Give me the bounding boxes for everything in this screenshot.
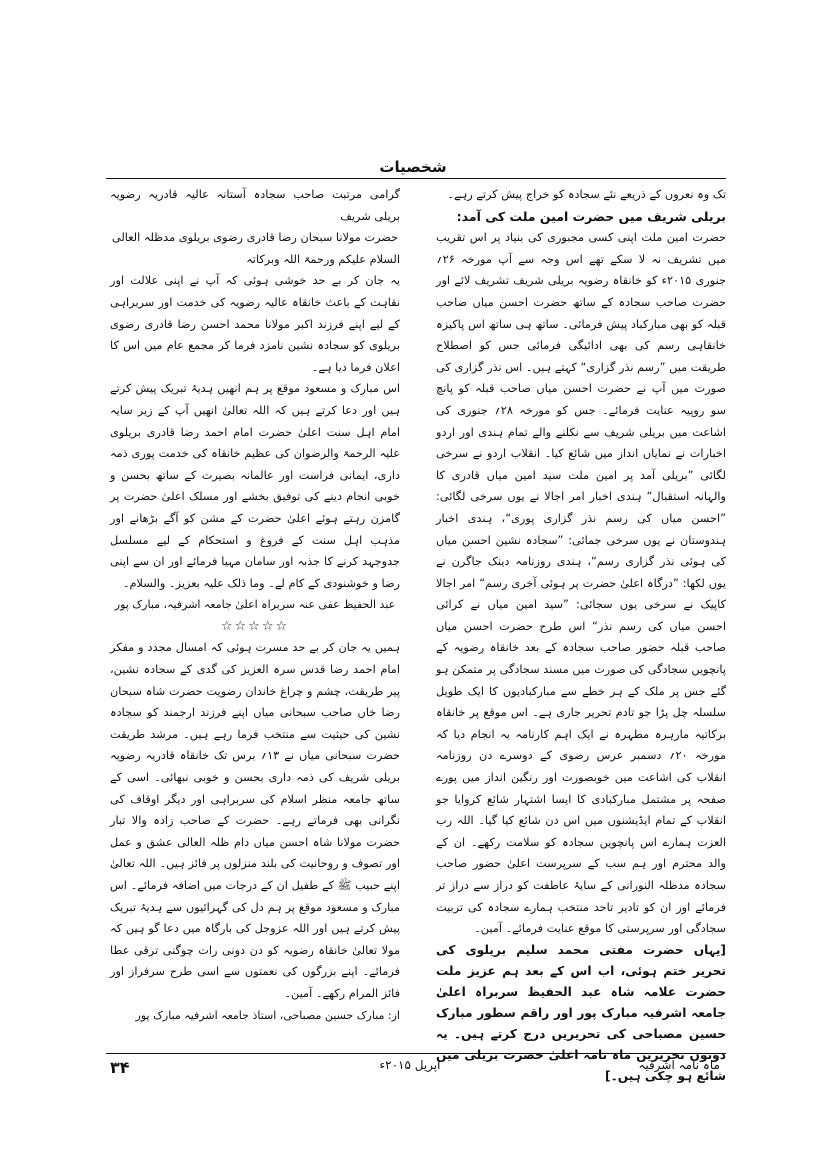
star-separator: ☆☆☆☆☆ bbox=[220, 618, 290, 634]
right-paragraph-1: تک وہ نعروں کے ذریعے نئے سجادہ کو خراج پیش کرتے رہے۔ bbox=[447, 188, 726, 201]
left-column bbox=[110, 184, 400, 1026]
closing-signature: از: مبارک حسین مصباحی، استاذ جامعہ اشرفیہ مبارک پور bbox=[135, 1008, 400, 1022]
top-divider bbox=[106, 178, 726, 179]
section-title: شخصیات bbox=[379, 158, 447, 176]
signature: عبد الحفیظ عفی عنہ سربراہ اعلیٰ جامعہ اشرفیہ، مبارک پور bbox=[114, 598, 396, 612]
salutation: السلام علیکم ورحمۃ اللہ وبرکاتہ bbox=[246, 252, 400, 266]
footer-date: اپریل ۲۰۱۵ء bbox=[379, 1058, 441, 1072]
footer-magazine-name: ماہ نامہ اشرفیہ bbox=[638, 1058, 720, 1072]
subheading: بریلی شریف میں حضرت امین ملت کی آمد: bbox=[456, 208, 726, 224]
right-column bbox=[436, 184, 726, 1087]
address-line-1: گرامی مرتبت صاحب سجادہ آستانہ عالیہ قادریہ رضویہ بریلی شریف bbox=[110, 188, 400, 223]
left-paragraph-1: یہ جان کر بے حد خوشی ہوئی کہ آپ نے اپنی علالت اور نقاہت کے باعث خانقاہ عالیہ رضویہ کی خدمت اور سربراہی کے لیے اپنے فرزند اکبر مولانا محمد احسن رضا قادری رضوی بریلوی کو سجادہ نشین نامزد فرما کر مجمع عام میں اس کا اعلان فرما دیا ہے۔ bbox=[110, 274, 400, 374]
address-line-2: حضرت مولانا سبحان رضا قادری رضوی بریلوی مدظلہ العالی bbox=[111, 231, 399, 245]
page-number: ۳۴ bbox=[110, 1058, 130, 1077]
left-paragraph-3: ہمیں یہ جان کر بے حد مسرت ہوئی کہ امسال مجدد و مفکر امام احمد رضا قدس سرہ العزیز کی گدی کے سجادہ نشین، پیر طریقت، چشم و چراغ خاندان رضویت حضرت شاہ سبحان رضا خاں صاحب سبحانی میاں اپنے فرزند ارجمند کو سجادہ نشین کی حیثیت سے منتخب فرما رہے ہیں۔ مرشد طریقت حضرت سبحانی میاں نے ۱۳؍ برس تک خانقاہ قادریہ رضویہ بریلی شریف کی ذمہ داری بحسن و خوبی نبھائی۔ اسی کے ساتھ جامعہ منظر اسلام کی سربراہی اور دیگر اوقاف کی نگرانی بھی فرماتے رہے۔ حضرت کے صاحب زادہ والا تبار حضرت مولانا شاہ احسن میاں دام ظلہ العالی عشق و عمل اور تصوف و روحانیت کی بلند منزلوں پر فائز ہیں۔ اللہ تعالیٰ اپنے حبیب ﷺ کے طفیل ان کے درجات میں اضافہ فرمائے۔ اس مبارک و مسعود موقع پر ہم دل کی گہرائیوں سے ہدیۂ تبریک پیش کرتے ہیں اور اللہ عزوجل کی بارگاہ میں دعا گو ہیں کہ مولا تعالیٰ خانقاہ رضویہ کو دن دونی رات چوگنی ترقی عطا فرمائے۔ اپنے بزرگوں کی نعمتوں سے اسی طرح سرفراز اور فائز المرام رکھے۔ آمین۔ bbox=[110, 641, 400, 1000]
editor-note: [یہاں حضرت مفتی محمد سلیم بریلوی کی تحریر ختم ہوئی، اب اس کے بعد ہم عزیز ملت حضرت علامہ شاہ عبد الحفیظ سربراہ اعلیٰ جامعہ اشرفیہ مبارک پور اور راقم سطور مبارک حسین مصباحی کی تحریریں درج کرتے ہیں۔ یہ دونوں تحریریں ماہ نامہ اعلیٰ حضرت بریلی میں شائع ہو چکی ہیں۔] bbox=[436, 942, 726, 1083]
bottom-divider bbox=[106, 1053, 726, 1054]
right-paragraph-2: حضرت امین ملت اپنی کسی مجبوری کی بنیاد پر اس تقریب میں تشریف نہ لا سکے تھے اس وجہ سے آپ مورخہ ۲۶؍ جنوری ۲۰۱۵ء کو خانقاہ رضویہ بریلی شریف تشریف لائے اور حضرت صاحب سجادہ کے ساتھ حضرت احسن میاں صاحب قبلہ کو بھی مبارکباد پیش فرمائی۔ ساتھ ہی ساتھ اس پاکیزہ خانقاہی رسم کی بھی ادائیگی فرمائی جس کو اصطلاح طریقت میں ”رسم نذر گزاری“ کہتے ہیں۔ اس نذر گزاری کی صورت میں آپ نے حضرت احسن میاں صاحب قبلہ کو پانچ سو روپیہ عنایت فرمائے۔ جس کو مورخہ ۲۸؍ جنوری کی اشاعت میں بریلی شریف سے نکلنے والے تمام ہندی اور اردو اخبارات نے نمایاں انداز میں شائع کیا۔ انقلاب اردو نے سرخی لگائی ”بریلی آمد پر امین ملت سید امین میاں قادری کا والہانہ استقبال“ ہندی اخبار امر اجالا نے یوں سرخی لگائی: ”احسن میاں کی رسم نذر گزاری پوری“، ہندی اخبار ہندوستان نے یوں سرخی جمائی: ”سجادہ نشین احسن میاں کی ہوئی نذر گزاری رسم“، ہندی روزنامہ دینک جاگرن نے یوں لکھا: ”درگاہ اعلیٰ حضرت پر ہوئی آخری رسم“ امر اجالا کاپیک نے سرخی یوں سجائی: ”سید امین میاں نے کرائی احسن میاں کی رسم نذر“ اس طرح حضرت احسن میاں صاحب قبلہ حضور صاحب سجادہ کے بعد خانقاہ رضویہ کے پانچویں سجادگی کی صورت میں مسند سجادگی پر متمکن ہو گئے جس پر ملک کے ہر خطے سے مبارکبادیوں کا ایک طویل سلسلہ چل پڑا جو تادم تحریر جاری ہے۔ اس موقع پر خانقاہ برکاتیہ مارہرہ مطہرہ نے ایک اہم کارنامہ یہ انجام دیا کہ مورخہ ۲۰؍ دسمبر عرس رضوی کے دوسرے دن روزنامہ انقلاب کی اشاعت میں خوبصورت اور رنگین انداز میں پورے صفحہ پر مشتمل مبارکبادی کا ایسا اشتہار شائع کروایا جو انقلاب کے تمام ایڈیشنوں میں اس دن شائع کیا گیا۔ اللہ رب العزت ہمارے اس پانچویں سجادہ کو سلامت رکھے۔ ان کے والد محترم اور ہم سب کے سرپرست اعلیٰ حضور صاحب سجادہ مدظلہ النورانی کے سایۂ عاطفت کو دراز سے دراز تر فرمائے اور ان کو تادیر تاحد منتخب ہمارے سجادہ کی تربیت سجادگی اور سرپرستی کا موقع عنایت فرمائے۔ آمین۔ bbox=[436, 231, 726, 936]
left-paragraph-2: اس مبارک و مسعود موقع پر ہم انھیں ہدیۂ تبریک پیش کرتے ہیں اور دعا کرتے ہیں کہ اللہ تعالیٰ انھیں آپ کے زیر سایہ امام اہل سنت اعلیٰ حضرت امام احمد رضا قادری بریلوی علیہ الرحمۃ والرضوان کی عظیم خانقاہ کی خدمت پوری ذمہ داری، ایمانی فراست اور عالمانہ بصیرت کے ساتھ بحسن و خوبی انجام دینے کی توفیق بخشے اور مسلک اعلیٰ حضرت پر گامزن رہتے ہوئے اعلیٰ حضرت کے مشن کو آگے بڑھانے اور مذہب اہل سنت کے فروغ و استحکام کے لیے مسلسل جدوجہد کرنے کا جذبہ اور سامان مہیا فرمائے اور ان سے اپنی رضا و خوشنودی کے کام لے۔ وما ذلک علیہ بعزیز۔ والسلام۔ bbox=[110, 382, 400, 590]
